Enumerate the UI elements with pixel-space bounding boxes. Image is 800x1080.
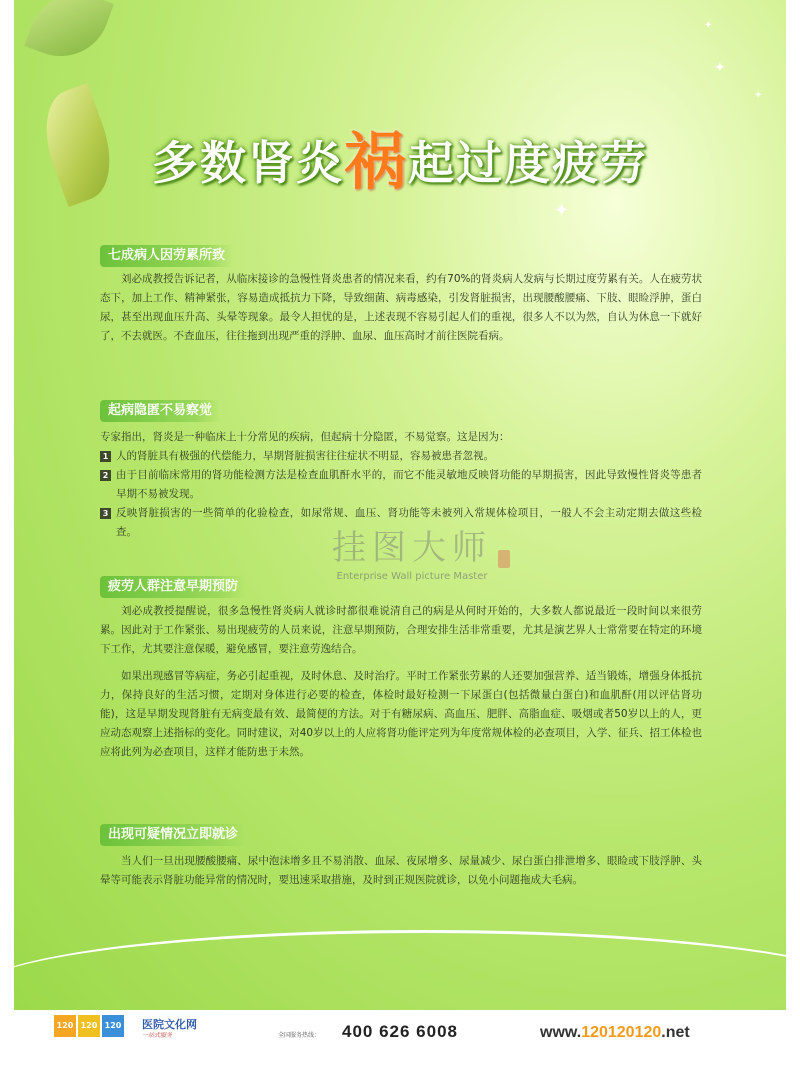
list-item: 3 反映肾脏损害的一些简单的化验检查，如尿常规、血压、肾功能等未被列入常规体检项目，一般人不会主动定期去做这些检查。 xyxy=(100,504,702,542)
section-intro: 专家指出，肾炎是一种临床上十分常见的疾病，但起病十分隐匿，不易觉察。这是因为： xyxy=(100,431,510,443)
logo-name: 医院文化网 xyxy=(142,1018,197,1031)
number-badge: 3 xyxy=(100,508,111,519)
number-badge: 1 xyxy=(100,451,111,462)
sparkle-icon: ✦ xyxy=(704,20,713,31)
section-paragraph: 刘必成教授告诉记者，从临床接诊的急慢性肾炎患者的情况来看，约有70%的肾炎病人发病与长期过度劳累有关。人在疲劳状态下，加上工作、精神紧张，容易造成抵抗力下降，导致细菌、病毒感染，引发肾脏损害，出现腰酸腰痛、下肢、眼睑浮肿，蛋白尿，甚至出现血压升高、头晕等现象。最令人担忧的是，上述表现不容易引起人们的重视，很多人不以为然，自认为休息一下就好了，不去就医。不查血压，往往拖到出现严重的浮肿、血尿、血压高时才前往医院看病。 xyxy=(100,273,702,342)
hotline-label: 全国服务热线： xyxy=(278,1032,321,1039)
section-paragraph: 当人们一旦出现腰酸腰痛、尿中泡沫增多且不易消散、血尿、夜尿增多、尿量减少、尿白蛋白排泄增多、眼睑或下肢浮肿、头晕等可能表示肾脏功能异常的情况时，要迅速采取措施，及时到正规医院就诊，以免小问题拖成大毛病。 xyxy=(100,855,702,886)
seal-icon xyxy=(498,550,510,568)
section-heading: 出现可疑情况立即就诊 xyxy=(100,824,246,846)
number-badge: 2 xyxy=(100,470,111,481)
leaf-decoration xyxy=(24,0,114,70)
poster xyxy=(14,0,786,1010)
section-paragraph: 刘必成教授提醒说，很多急慢性肾炎病人就诊时都很难说清自己的病是从何时开始的，大多数人都说最近一段时间以来很劳累。因此对于工作紧张、易出现疲劳的人员来说，注意早期预防，合理安排生活非常重要，尤其是演艺界人士常常要在特定的环境下工作，尤其要注意保暖，避免感冒，要注意劳逸结合。 xyxy=(100,605,702,655)
section-heading: 疲劳人群注意早期预防 xyxy=(100,576,246,598)
section-heading: 七成病人因劳累所致 xyxy=(100,245,233,267)
sparkle-icon: ✦ xyxy=(754,90,763,101)
section-heading: 起病隐匿不易察觉 xyxy=(100,400,220,422)
page-title: 多数肾炎祸起过度疲劳 xyxy=(151,125,648,198)
section-body xyxy=(100,602,702,762)
watermark: 挂图大师 Enterprise Wall picture Master xyxy=(332,520,492,582)
logo: 120 120 120 xyxy=(54,1015,124,1037)
website-url: www.120120120.net xyxy=(540,1024,690,1041)
logo-slogan: 一站式服务 xyxy=(142,1032,173,1039)
section-paragraph: 如果出现感冒等病症，务必引起重视，及时休息、及时治疗。平时工作紧张劳累的人还要加强营养、适当锻炼，增强身体抵抗力，保持良好的生活习惯，定期对身体进行必要的检查，体检时最好检测一下尿蛋白(包括微量白蛋白)和血肌酐(用以评估肾功能)，这是早期发现肾脏有无病变最有效、最简便的方法。对于有糖尿病、高血压、肥胖、高脂血症、吸烟或者50岁以上的人，更应动态观察上述指标的变化。同时建议，对40岁以上的人应将肾功能评定列为年度常规体检的必查项目，入学、征兵、招工体检也应将此列为必查项目，这样才能防患于未然。 xyxy=(100,670,702,758)
phone-number: 400 626 6008 xyxy=(342,1022,458,1041)
sparkle-icon: ✦ xyxy=(714,60,726,76)
sparkle-icon: ✦ xyxy=(554,200,570,221)
list-item: 1 人的肾脏具有极强的代偿能力，早期肾脏损害往往症状不明显，容易被患者忽视。 xyxy=(100,447,702,466)
list-item: 2 由于目前临床常用的肾功能检测方法是检查血肌酐水平的，而它不能灵敏地反映肾功能的早期损害，因此导致慢性肾炎等患者早期不易被发现。 xyxy=(100,466,702,504)
decorative-swoosh xyxy=(14,930,786,1010)
